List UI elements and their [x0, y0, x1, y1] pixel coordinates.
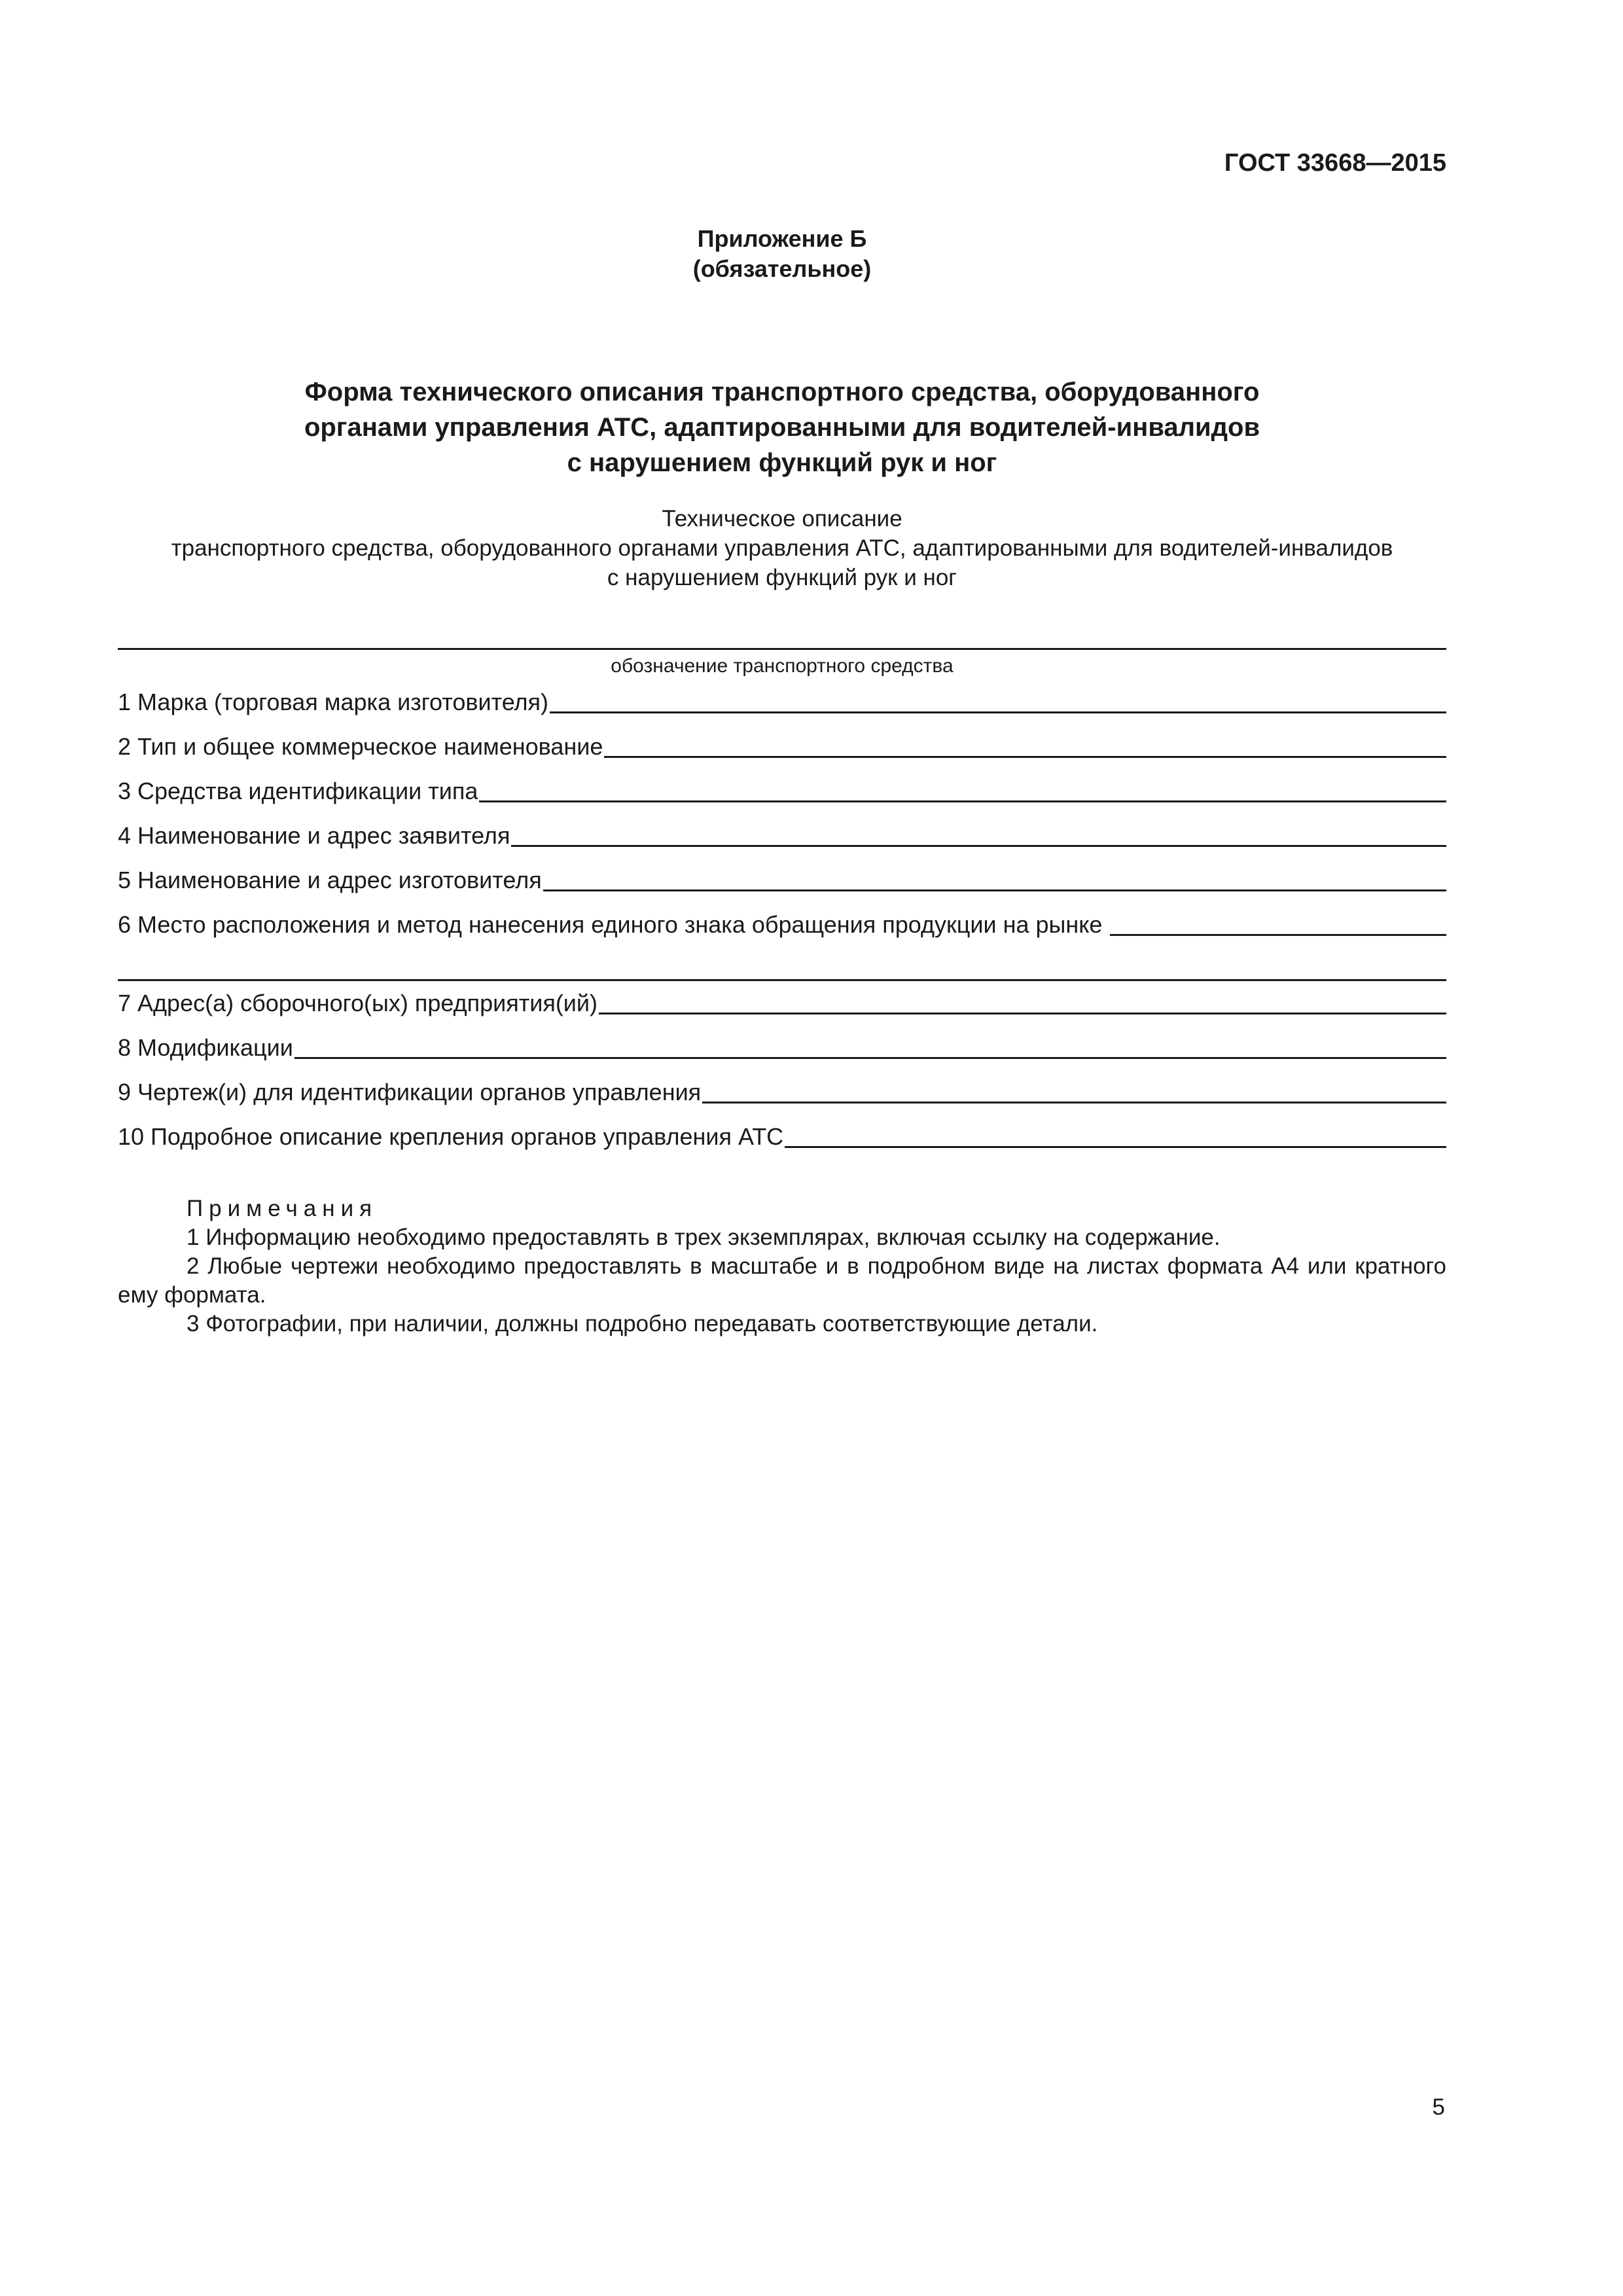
field-blank-line[interactable] [702, 1101, 1446, 1103]
field-blank-line[interactable] [543, 889, 1446, 891]
field-assembly-plants[interactable] [118, 990, 1446, 1017]
tech-description-line-3: с нарушением функций рук и ног [607, 565, 957, 590]
field-control-drawings[interactable] [118, 1079, 1446, 1106]
appendix-status: (обязательное) [692, 255, 872, 282]
appendix-title: Приложение Б [697, 225, 867, 252]
field-conformity-mark-continuation-line[interactable] [118, 979, 1446, 981]
field-blank-line[interactable] [511, 844, 1446, 847]
field-applicant[interactable] [118, 822, 1446, 850]
tech-description-line-1: Техническое описание [662, 506, 902, 531]
field-conformity-mark[interactable] [118, 911, 1446, 939]
field-blank-line[interactable] [604, 755, 1446, 758]
note-item: 2 Любые чертежи необходимо предоставлять в масштабе и в подробном виде на листах формата А4 или кратного ему формата. [118, 1253, 1446, 1308]
field-blank-line[interactable] [294, 1056, 1446, 1059]
field-brand[interactable] [118, 689, 1446, 716]
note-item: 1 Информацию необходимо предоставлять в трех экземплярах, включая ссылку на содержание. [187, 1225, 1221, 1250]
field-label: 6 Место расположения и метод нанесения единого знака обращения продукции на рынке [118, 911, 1103, 938]
field-blank-line[interactable] [785, 1145, 1446, 1148]
field-label: 5 Наименование и адрес изготовителя [118, 867, 542, 893]
form-title-line-3: с нарушением функций рук и ног [567, 448, 997, 477]
field-type-name[interactable] [118, 733, 1446, 761]
form-title-line-1: Форма технического описания транспортного средства, оборудованного [304, 378, 1260, 406]
field-blank-line[interactable] [599, 1012, 1446, 1014]
form-title-line-2: органами управления АТС, адаптированными для водителей-инвалидов [304, 413, 1260, 442]
field-manufacturer[interactable] [118, 867, 1446, 894]
field-blank-line[interactable] [550, 711, 1446, 713]
field-type-identification[interactable] [118, 778, 1446, 805]
field-mounting-description[interactable] [118, 1123, 1446, 1151]
vehicle-designation-line[interactable] [118, 648, 1446, 650]
form-title [118, 374, 1446, 480]
notes-section [118, 1194, 1446, 1338]
field-label: 9 Чертеж(и) для идентификации органов управления [118, 1079, 702, 1105]
appendix-heading [118, 224, 1446, 284]
note-item: 3 Фотографии, при наличии, должны подробно передавать соответствующие детали. [187, 1311, 1098, 1336]
field-label: 8 Модификации [118, 1034, 293, 1061]
field-blank-line[interactable] [1110, 933, 1446, 936]
tech-description-heading [118, 504, 1446, 592]
field-label: 3 Средства идентификации типа [118, 778, 478, 804]
notes-heading: Примечания [187, 1196, 378, 1221]
field-blank-line[interactable] [479, 800, 1446, 802]
tech-description-line-2: транспортного средства, оборудованного органами управления АТС, адаптированными для водителей-инвалидов [171, 535, 1393, 561]
field-label: 4 Наименование и адрес заявителя [118, 822, 510, 849]
field-modifications[interactable] [118, 1034, 1446, 1062]
standard-code: ГОСТ 33668—2015 [1224, 149, 1446, 177]
vehicle-designation-caption: обозначение транспортного средства [611, 655, 954, 677]
field-label: 2 Тип и общее коммерческое наименование [118, 733, 603, 760]
field-label: 1 Марка (торговая марка изготовителя) [118, 689, 549, 715]
field-label: 10 Подробное описание крепления органов управления АТС [118, 1123, 784, 1150]
page-number: 5 [1432, 2094, 1445, 2120]
field-label: 7 Адрес(а) сборочного(ых) предприятия(ий) [118, 990, 598, 1016]
